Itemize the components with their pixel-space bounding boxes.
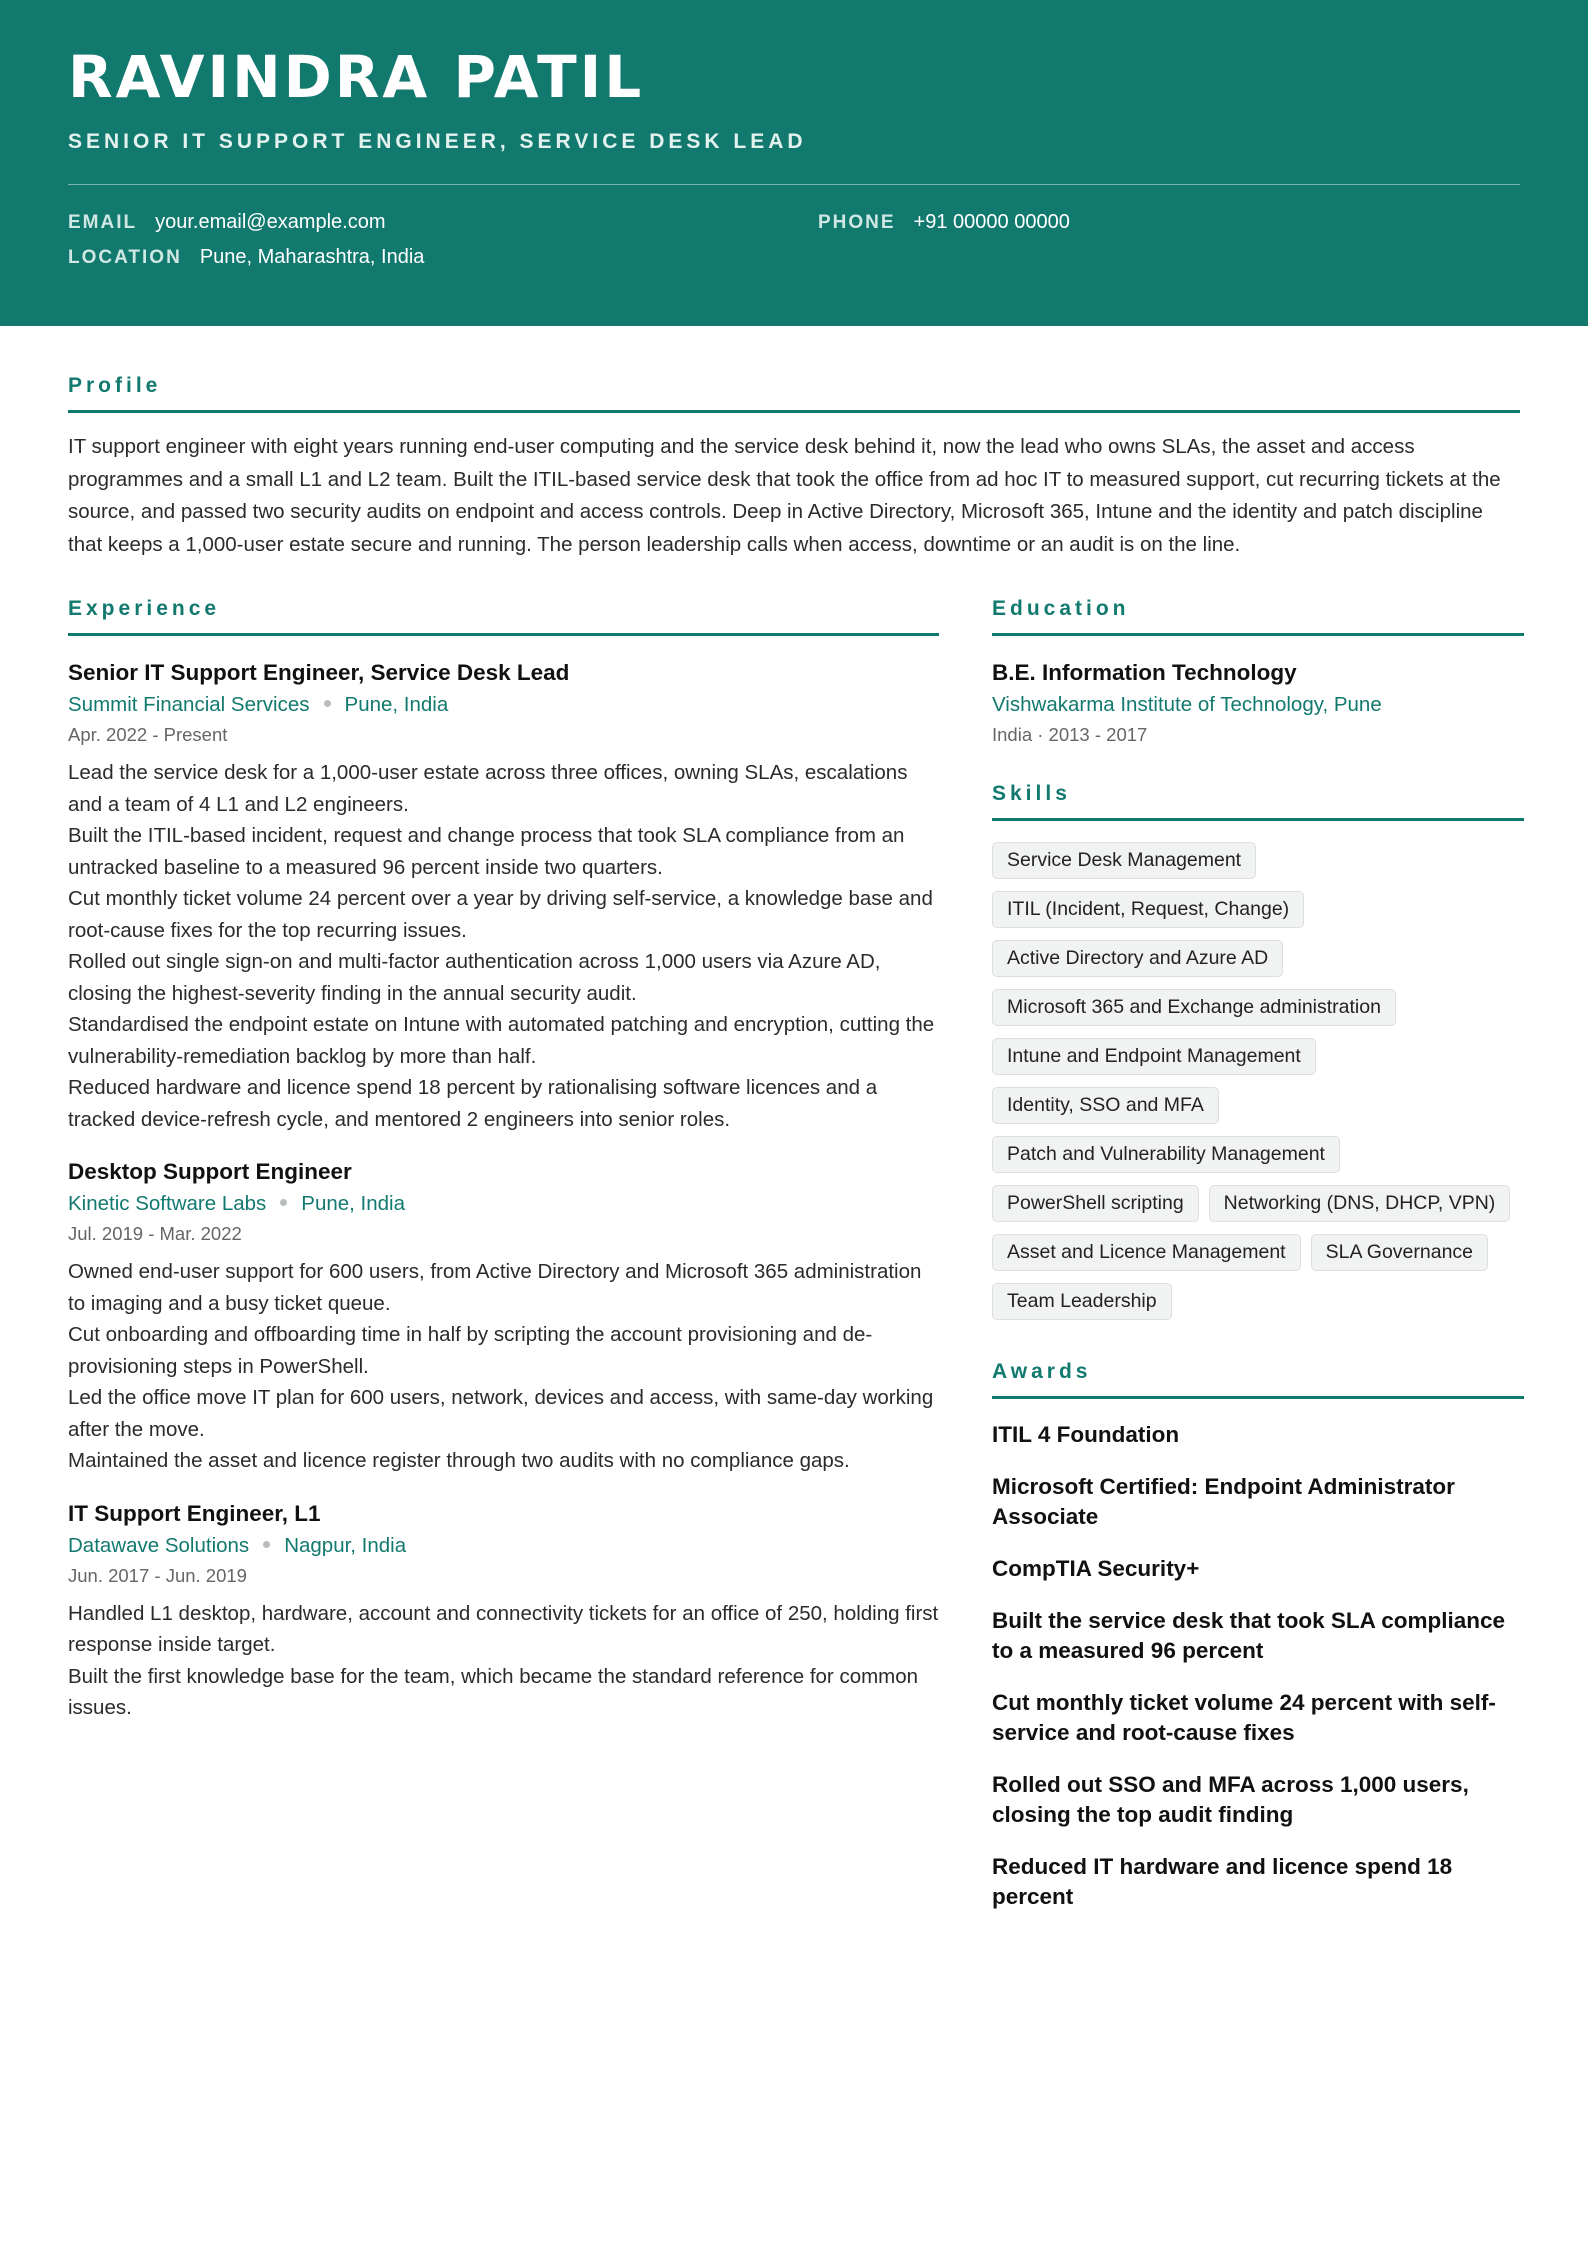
contact-phone	[818, 211, 1520, 234]
contact-location	[68, 246, 818, 269]
resume-header	[0, 0, 1588, 326]
contact-email	[68, 211, 818, 234]
job-meta	[68, 1190, 939, 1218]
job-bullet: Cut monthly ticket volume 24 percent over a year by driving self-service, a knowledge base and root-cause fixes for the top recurring issues.	[68, 887, 933, 942]
phone-value[interactable]: +91 00000 00000	[913, 210, 1070, 233]
profile-section	[68, 374, 1520, 561]
location-label: LOCATION	[68, 246, 182, 268]
skill-tag: Active Directory and Azure AD	[992, 940, 1283, 977]
separator-dot-icon	[263, 1541, 270, 1548]
job-bullet: Standardised the endpoint estate on Intune with automated patching and encryption, cutting the vulnerability-remediation backlog by more than half.	[68, 1013, 935, 1068]
profile-heading: Profile	[68, 374, 1520, 413]
skill-tag: Team Leadership	[992, 1283, 1172, 1320]
award-item: ITIL 4 Foundation	[992, 1422, 1180, 1447]
job-entry	[68, 1157, 939, 1477]
job-bullets	[68, 1598, 939, 1724]
candidate-name: RAVINDRA PATIL	[68, 43, 645, 111]
education-entry	[992, 658, 1524, 748]
experience-heading: Experience	[68, 597, 939, 636]
skills-section	[992, 782, 1524, 1320]
skill-tag: SLA Governance	[1311, 1234, 1488, 1271]
job-entry	[68, 1499, 939, 1724]
skill-tag: Microsoft 365 and Exchange administration	[992, 989, 1396, 1026]
job-bullet: Maintained the asset and licence register through two audits with no compliance gaps.	[68, 1449, 850, 1472]
separator-dot-icon	[280, 1199, 287, 1206]
job-location: Pune, India	[344, 693, 449, 716]
job-bullet: Reduced hardware and licence spend 18 percent by rationalising software licences and a tracked device-refresh cycle, and mentored 2 engineers into senior roles.	[68, 1076, 878, 1131]
job-company: Datawave Solutions	[68, 1533, 250, 1557]
job-bullet: Handled L1 desktop, hardware, account and connectivity tickets for an office of 250, holding first response inside target.	[68, 1601, 939, 1656]
job-title: Senior IT Support Engineer, Service Desk Lead	[68, 660, 570, 685]
awards-heading: Awards	[992, 1360, 1524, 1399]
award-item: Reduced IT hardware and licence spend 18 percent	[992, 1854, 1453, 1909]
award-item: CompTIA Security+	[992, 1556, 1200, 1581]
skills-heading: Skills	[992, 782, 1524, 821]
job-dates: Jul. 2019 - Mar. 2022	[68, 1223, 242, 1244]
skill-tag: Asset and Licence Management	[992, 1234, 1301, 1271]
job-bullet: Built the ITIL-based incident, request and change process that took SLA compliance from an untracked baseline to a measured 96 percent inside two quarters.	[68, 824, 905, 879]
skills-list	[992, 842, 1524, 1320]
skill-tag: Patch and Vulnerability Management	[992, 1136, 1340, 1173]
location-value: Pune, Maharashtra, India	[199, 245, 425, 268]
award-item: Microsoft Certified: Endpoint Administrator Associate	[992, 1474, 1455, 1529]
award-item: Cut monthly ticket volume 24 percent with self-service and root-cause fixes	[992, 1690, 1496, 1745]
skill-tag: ITIL (Incident, Request, Change)	[992, 891, 1304, 928]
job-bullets	[68, 1256, 939, 1477]
award-item: Built the service desk that took SLA compliance to a measured 96 percent	[992, 1608, 1506, 1663]
job-bullet: Built the first knowledge base for the team, which became the standard reference for common issues.	[68, 1664, 919, 1719]
email-label: EMAIL	[68, 211, 138, 233]
education-degree: B.E. Information Technology	[992, 660, 1297, 685]
sidebar-column	[992, 597, 1524, 1934]
education-section	[992, 597, 1524, 748]
job-bullet: Owned end-user support for 600 users, from Active Directory and Microsoft 365 administration to imaging and a busy ticket queue.	[68, 1260, 922, 1315]
education-heading: Education	[992, 597, 1524, 636]
job-bullet: Led the office move IT plan for 600 users, network, devices and access, with same-day working after the move.	[68, 1386, 934, 1441]
two-column-layout	[68, 597, 1520, 1934]
skill-tag: Networking (DNS, DHCP, VPN)	[1209, 1185, 1511, 1222]
education-school: Vishwakarma Institute of Technology, Pune	[992, 693, 1382, 716]
awards-section	[992, 1360, 1524, 1912]
job-dates: Apr. 2022 - Present	[68, 724, 228, 745]
job-bullet: Rolled out single sign-on and multi-factor authentication across 1,000 users via Azure AD, closing the highest-severity finding in the annual security audit.	[68, 950, 881, 1005]
skill-tag: Identity, SSO and MFA	[992, 1087, 1219, 1124]
profile-text: IT support engineer with eight years running end-user computing and the service desk behind it, now the lead who owns SLAs, the asset and access programmes and a small L1 and L2 team. Built the ITIL-based service desk that took the office from ad hoc IT to measured support, cut recurring tickets at the source, and passed two security audits on endpoint and access controls. Deep in Active Directory, Microsoft 365, Intune and the identity and patch discipline that keeps a 1,000-user estate secure and running. The person leadership calls when access, downtime or an audit is on the line.	[68, 435, 1501, 556]
awards-list	[992, 1420, 1524, 1912]
skill-tag: PowerShell scripting	[992, 1185, 1199, 1222]
contact-info	[68, 211, 1520, 269]
resume-body	[0, 374, 1588, 1934]
header-divider	[68, 184, 1520, 185]
skill-tag: Intune and Endpoint Management	[992, 1038, 1316, 1075]
job-company: Summit Financial Services	[68, 693, 310, 716]
job-location: Pune, India	[301, 1192, 406, 1215]
email-value[interactable]: your.email@example.com	[155, 210, 386, 233]
job-bullet: Cut onboarding and offboarding time in half by scripting the account provisioning and de-provisioning steps in PowerShell.	[68, 1323, 873, 1378]
job-bullet: Lead the service desk for a 1,000-user estate across three offices, owning SLAs, escalations and a team of 4 L1 and L2 engineers.	[68, 761, 908, 816]
job-title: IT Support Engineer, L1	[68, 1500, 321, 1526]
job-entry	[68, 658, 939, 1135]
experience-section	[68, 597, 939, 1934]
job-title: Desktop Support Engineer	[68, 1159, 352, 1184]
phone-label: PHONE	[818, 211, 896, 233]
separator-dot-icon	[324, 700, 331, 707]
skill-tag: Service Desk Management	[992, 842, 1256, 879]
job-company: Kinetic Software Labs	[68, 1192, 267, 1215]
job-bullets	[68, 757, 939, 1135]
award-item: Rolled out SSO and MFA across 1,000 users, closing the top audit finding	[992, 1772, 1469, 1827]
job-dates: Jun. 2017 - Jun. 2019	[68, 1564, 247, 1586]
job-meta	[68, 1532, 939, 1560]
job-location: Nagpur, India	[284, 1533, 407, 1557]
education-dates: India · 2013 - 2017	[992, 724, 1148, 745]
candidate-title: SENIOR IT SUPPORT ENGINEER, SERVICE DESK LEAD	[68, 129, 807, 153]
job-meta	[68, 691, 939, 719]
